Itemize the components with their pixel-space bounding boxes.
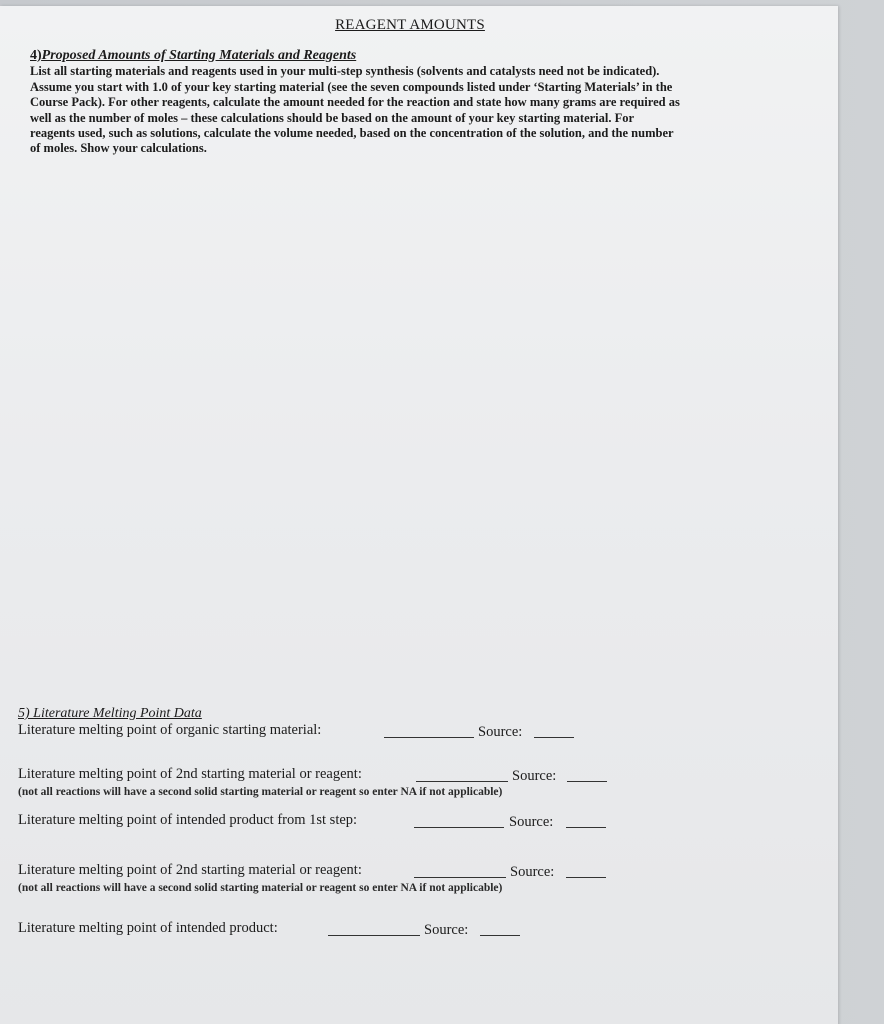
instruction-line: Assume you start with 1.0 of your key starting material (see the seven compounds listed under ‘Starting Materials’ in the xyxy=(30,79,673,94)
section-4-title: Proposed Amounts of Starting Materials and Reagents xyxy=(41,48,357,63)
section-5 xyxy=(18,706,638,940)
value-blank[interactable] xyxy=(416,781,508,782)
section-4-heading xyxy=(30,48,790,63)
value-blank[interactable] xyxy=(384,737,474,738)
melting-point-label: Literature melting point of 2nd starting material or reagent: xyxy=(18,862,362,878)
instruction-line: List all starting materials and reagents used in your multi-step synthesis (solvents and catalysts need not be indicated). xyxy=(30,64,660,79)
source-label: Source: xyxy=(510,864,555,880)
source-label: Source: xyxy=(478,724,523,740)
instruction-line: of moles. Show your calculations. xyxy=(30,141,207,156)
source-label: Source: xyxy=(512,768,557,784)
source-blank[interactable] xyxy=(480,935,520,936)
section-4-number: 4) xyxy=(30,48,42,63)
instruction-line: well as the number of moles – these calculations should be based on the amount of your key starting material. For xyxy=(30,110,635,125)
row-note: (not all reactions will have a second solid starting material or reagent so enter NA if not applicable) xyxy=(18,786,503,798)
melting-point-label: Literature melting point of intended product from 1st step: xyxy=(18,812,358,828)
source-label: Source: xyxy=(509,814,554,830)
source-blank[interactable] xyxy=(567,781,607,782)
melting-point-row xyxy=(18,766,638,786)
melting-point-label: Literature melting point of intended product: xyxy=(18,920,278,936)
value-blank[interactable] xyxy=(414,877,506,878)
source-blank[interactable] xyxy=(534,737,574,738)
page-title: REAGENT AMOUNTS xyxy=(335,17,485,33)
value-blank[interactable] xyxy=(328,935,420,936)
melting-point-label: Literature melting point of organic starting material: xyxy=(18,722,322,738)
melting-point-label: Literature melting point of 2nd starting material or reagent: xyxy=(18,766,362,782)
instruction-line: Course Pack). For other reagents, calculate the amount needed for the reaction and state how many grams are required as xyxy=(30,95,680,110)
melting-point-row xyxy=(18,862,638,882)
value-blank[interactable] xyxy=(414,827,504,828)
source-blank[interactable] xyxy=(566,827,606,828)
melting-point-row xyxy=(18,812,638,832)
melting-point-row xyxy=(18,920,638,940)
melting-point-row xyxy=(18,722,638,742)
section-5-heading: 5) Literature Melting Point Data xyxy=(18,706,202,721)
section-4 xyxy=(30,48,790,157)
row-note: (not all reactions will have a second solid starting material or reagent so enter NA if not applicable) xyxy=(18,882,503,894)
document-page xyxy=(0,6,838,1024)
source-label: Source: xyxy=(424,922,469,938)
source-blank[interactable] xyxy=(566,877,606,878)
instruction-line: reagents used, such as solutions, calculate the volume needed, based on the concentration of the solution, and the number xyxy=(30,126,674,141)
